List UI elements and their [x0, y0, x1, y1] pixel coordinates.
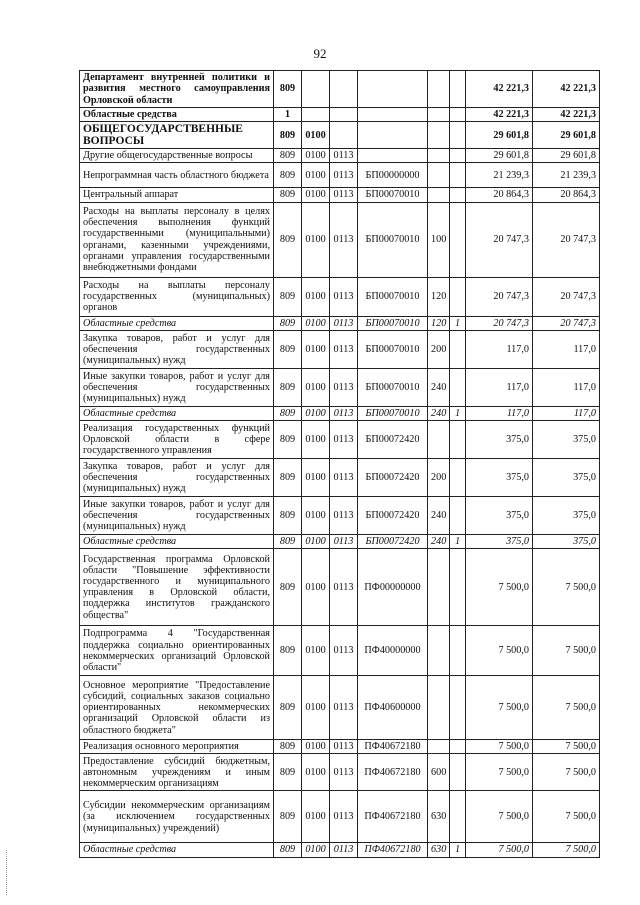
amount-2-cell: 20 747,3: [533, 316, 600, 330]
source-code-cell: [450, 108, 466, 122]
gr-code-cell: 809: [274, 626, 302, 676]
rz-code-cell: 0100: [302, 497, 330, 535]
vr-code-cell: 200: [428, 459, 450, 497]
source-code-cell: 1: [450, 316, 466, 330]
budget-table: [79, 70, 600, 858]
vr-code-cell: 240: [428, 497, 450, 535]
table-row: [80, 754, 600, 791]
amount-2-cell: 20 864,3: [533, 188, 600, 202]
row-name-cell: Непрограммная часть областного бюджета: [80, 163, 274, 188]
source-code-cell: [450, 740, 466, 754]
csr-code-cell: БП00070010: [358, 368, 428, 406]
rz-code-cell: 0100: [302, 843, 330, 857]
amount-1-cell: 7 500,0: [466, 549, 533, 626]
amount-1-cell: 21 239,3: [466, 163, 533, 188]
gr-code-cell: 809: [274, 459, 302, 497]
csr-code-cell: ПФ40672180: [358, 843, 428, 857]
pr-code-cell: 0113: [330, 740, 358, 754]
row-name-cell: Иные закупки товаров, работ и услуг для обеспечения государственных (муниципальных) нужд: [80, 368, 274, 406]
table-row: [80, 626, 600, 676]
rz-code-cell: 0100: [302, 316, 330, 330]
table-row: [80, 406, 600, 420]
amount-2-cell: 375,0: [533, 535, 600, 549]
csr-code-cell: БП00070010: [358, 188, 428, 202]
gr-code-cell: 809: [274, 421, 302, 459]
vr-code-cell: [428, 549, 450, 626]
gr-code-cell: 809: [274, 549, 302, 626]
pr-code-cell: 0113: [330, 676, 358, 740]
pr-code-cell: 0113: [330, 368, 358, 406]
pr-code-cell: 0113: [330, 459, 358, 497]
rz-code-cell: 0100: [302, 202, 330, 277]
row-name-cell: Иные закупки товаров, работ и услуг для обеспечения государственных (муниципальных) нужд: [80, 497, 274, 535]
vr-code-cell: [428, 676, 450, 740]
source-code-cell: [450, 676, 466, 740]
vr-code-cell: 120: [428, 277, 450, 316]
csr-code-cell: БП00070010: [358, 330, 428, 368]
table-row: [80, 791, 600, 843]
source-code-cell: 1: [450, 406, 466, 420]
gr-code-cell: 809: [274, 535, 302, 549]
amount-1-cell: 7 500,0: [466, 740, 533, 754]
amount-2-cell: 117,0: [533, 406, 600, 420]
rz-code-cell: 0100: [302, 459, 330, 497]
source-code-cell: [450, 188, 466, 202]
table-body: [80, 71, 600, 858]
gr-code-cell: 809: [274, 368, 302, 406]
amount-1-cell: 20 747,3: [466, 277, 533, 316]
vr-code-cell: 100: [428, 202, 450, 277]
pr-code-cell: 0113: [330, 316, 358, 330]
row-name-cell: Закупка товаров, работ и услуг для обеспечения государственных (муниципальных) нужд: [80, 459, 274, 497]
vr-code-cell: [428, 149, 450, 163]
table-row: [80, 497, 600, 535]
table-row: [80, 330, 600, 368]
pr-code-cell: 0113: [330, 754, 358, 791]
gr-code-cell: 809: [274, 843, 302, 857]
csr-code-cell: [358, 71, 428, 108]
amount-2-cell: 7 500,0: [533, 843, 600, 857]
vr-code-cell: 240: [428, 368, 450, 406]
amount-2-cell: 42 221,3: [533, 108, 600, 122]
csr-code-cell: ПФ00000000: [358, 549, 428, 626]
csr-code-cell: ПФ40672180: [358, 791, 428, 843]
rz-code-cell: 0100: [302, 535, 330, 549]
source-code-cell: [450, 330, 466, 368]
rz-code-cell: 0100: [302, 791, 330, 843]
amount-1-cell: 20 864,3: [466, 188, 533, 202]
vr-code-cell: 200: [428, 330, 450, 368]
gr-code-cell: 809: [274, 71, 302, 108]
amount-2-cell: 7 500,0: [533, 740, 600, 754]
pr-code-cell: 0113: [330, 406, 358, 420]
vr-code-cell: [428, 163, 450, 188]
amount-1-cell: 375,0: [466, 535, 533, 549]
source-code-cell: 1: [450, 535, 466, 549]
gr-code-cell: 809: [274, 122, 302, 149]
pr-code-cell: 0113: [330, 497, 358, 535]
row-name-cell: Расходы на выплаты персоналу государственных (муниципальных) органов: [80, 277, 274, 316]
table-row: [80, 108, 600, 122]
source-code-cell: 1: [450, 843, 466, 857]
gr-code-cell: 809: [274, 149, 302, 163]
row-name-cell: ОБЩЕГОСУДАРСТВЕННЫЕ ВОПРОСЫ: [80, 122, 274, 149]
amount-2-cell: 7 500,0: [533, 549, 600, 626]
scan-margin-marks: [6, 850, 9, 895]
amount-2-cell: 7 500,0: [533, 626, 600, 676]
source-code-cell: [450, 149, 466, 163]
table-row: [80, 163, 600, 188]
source-code-cell: [450, 754, 466, 791]
csr-code-cell: БП00070010: [358, 202, 428, 277]
gr-code-cell: 809: [274, 676, 302, 740]
vr-code-cell: 240: [428, 535, 450, 549]
amount-2-cell: 7 500,0: [533, 791, 600, 843]
rz-code-cell: 0100: [302, 277, 330, 316]
source-code-cell: [450, 122, 466, 149]
table-row: [80, 459, 600, 497]
vr-code-cell: [428, 188, 450, 202]
rz-code-cell: 0100: [302, 122, 330, 149]
vr-code-cell: [428, 71, 450, 108]
vr-code-cell: 630: [428, 791, 450, 843]
pr-code-cell: 0113: [330, 843, 358, 857]
source-code-cell: [450, 202, 466, 277]
csr-code-cell: ПФ40600000: [358, 676, 428, 740]
rz-code-cell: [302, 71, 330, 108]
table-row: [80, 277, 600, 316]
gr-code-cell: 809: [274, 406, 302, 420]
source-code-cell: [450, 421, 466, 459]
row-name-cell: Областные средства: [80, 535, 274, 549]
table-row: [80, 71, 600, 108]
source-code-cell: [450, 163, 466, 188]
source-code-cell: [450, 497, 466, 535]
pr-code-cell: 0113: [330, 202, 358, 277]
csr-code-cell: БП00072420: [358, 421, 428, 459]
table-row: [80, 202, 600, 277]
amount-2-cell: 375,0: [533, 421, 600, 459]
row-name-cell: Государственная программа Орловской области "Повышение эффективности государственного и муниципального управления в Орловской области, поддержка институтов гражданского общества": [80, 549, 274, 626]
amount-1-cell: 117,0: [466, 406, 533, 420]
vr-code-cell: [428, 626, 450, 676]
amount-2-cell: 375,0: [533, 497, 600, 535]
amount-2-cell: 117,0: [533, 330, 600, 368]
vr-code-cell: 600: [428, 754, 450, 791]
rz-code-cell: 0100: [302, 740, 330, 754]
row-name-cell: Областные средства: [80, 108, 274, 122]
amount-1-cell: 7 500,0: [466, 676, 533, 740]
amount-1-cell: 375,0: [466, 459, 533, 497]
amount-1-cell: 375,0: [466, 421, 533, 459]
amount-1-cell: 375,0: [466, 497, 533, 535]
gr-code-cell: 809: [274, 791, 302, 843]
csr-code-cell: БП00072420: [358, 535, 428, 549]
amount-2-cell: 7 500,0: [533, 676, 600, 740]
csr-code-cell: БП00070010: [358, 316, 428, 330]
csr-code-cell: БП00070010: [358, 406, 428, 420]
row-name-cell: Подпрограмма 4 "Государственная поддержка социально ориентированных некоммерческих организаций Орловской области": [80, 626, 274, 676]
row-name-cell: Основное мероприятие "Предоставление субсидий, социальных заказов социально ориентированных некоммерческих организаций Орловской области из областного бюджета": [80, 676, 274, 740]
rz-code-cell: 0100: [302, 188, 330, 202]
row-name-cell: Расходы на выплаты персоналу в целях обеспечения выполнения функций государственными (муниципальными) органами, казенными учреждениями, органами управления государственными внебюджетными фондами: [80, 202, 274, 277]
vr-code-cell: [428, 421, 450, 459]
source-code-cell: [450, 368, 466, 406]
pr-code-cell: [330, 71, 358, 108]
row-name-cell: Областные средства: [80, 316, 274, 330]
row-name-cell: Центральный аппарат: [80, 188, 274, 202]
csr-code-cell: [358, 122, 428, 149]
amount-1-cell: 117,0: [466, 368, 533, 406]
gr-code-cell: 809: [274, 740, 302, 754]
pr-code-cell: 0113: [330, 188, 358, 202]
csr-code-cell: БП00072420: [358, 497, 428, 535]
source-code-cell: [450, 277, 466, 316]
row-name-cell: Субсидии некоммерческим организациям (за исключением государственных (муниципальных) учреждений): [80, 791, 274, 843]
vr-code-cell: 630: [428, 843, 450, 857]
table-row: [80, 740, 600, 754]
rz-code-cell: 0100: [302, 676, 330, 740]
csr-code-cell: ПФ40000000: [358, 626, 428, 676]
amount-1-cell: 20 747,3: [466, 316, 533, 330]
rz-code-cell: 0100: [302, 163, 330, 188]
gr-code-cell: 809: [274, 316, 302, 330]
pr-code-cell: 0113: [330, 626, 358, 676]
gr-code-cell: 809: [274, 754, 302, 791]
amount-2-cell: 42 221,3: [533, 71, 600, 108]
csr-code-cell: БП00070010: [358, 277, 428, 316]
row-name-cell: Департамент внутренней политики и развития местного самоуправления Орловской области: [80, 71, 274, 108]
amount-2-cell: 21 239,3: [533, 163, 600, 188]
amount-1-cell: 117,0: [466, 330, 533, 368]
vr-code-cell: 120: [428, 316, 450, 330]
amount-1-cell: 42 221,3: [466, 71, 533, 108]
row-name-cell: Закупка товаров, работ и услуг для обеспечения государственных (муниципальных) нужд: [80, 330, 274, 368]
csr-code-cell: ПФ40672180: [358, 740, 428, 754]
gr-code-cell: 809: [274, 497, 302, 535]
vr-code-cell: [428, 108, 450, 122]
row-name-cell: Другие общегосударственные вопросы: [80, 149, 274, 163]
csr-code-cell: [358, 108, 428, 122]
rz-code-cell: 0100: [302, 149, 330, 163]
gr-code-cell: 809: [274, 188, 302, 202]
amount-2-cell: 20 747,3: [533, 202, 600, 277]
pr-code-cell: 0113: [330, 330, 358, 368]
gr-code-cell: 1: [274, 108, 302, 122]
csr-code-cell: ПФ40672180: [358, 754, 428, 791]
amount-2-cell: 29 601,8: [533, 122, 600, 149]
source-code-cell: [450, 549, 466, 626]
rz-code-cell: 0100: [302, 330, 330, 368]
row-name-cell: Реализация основного мероприятия: [80, 740, 274, 754]
row-name-cell: Предоставление субсидий бюджетным, автономным учреждениям и иным некоммерческим организациям: [80, 754, 274, 791]
amount-2-cell: 7 500,0: [533, 754, 600, 791]
rz-code-cell: 0100: [302, 406, 330, 420]
amount-1-cell: 42 221,3: [466, 108, 533, 122]
amount-1-cell: 7 500,0: [466, 754, 533, 791]
rz-code-cell: [302, 108, 330, 122]
amount-1-cell: 29 601,8: [466, 122, 533, 149]
gr-code-cell: 809: [274, 163, 302, 188]
table-row: [80, 149, 600, 163]
pr-code-cell: 0113: [330, 163, 358, 188]
rz-code-cell: 0100: [302, 549, 330, 626]
pr-code-cell: 0113: [330, 277, 358, 316]
amount-1-cell: 20 747,3: [466, 202, 533, 277]
pr-code-cell: 0113: [330, 421, 358, 459]
page-number: 92: [313, 46, 327, 61]
amount-2-cell: 117,0: [533, 368, 600, 406]
table-row: [80, 316, 600, 330]
pr-code-cell: 0113: [330, 791, 358, 843]
amount-1-cell: 7 500,0: [466, 626, 533, 676]
amount-1-cell: 7 500,0: [466, 791, 533, 843]
rz-code-cell: 0100: [302, 421, 330, 459]
gr-code-cell: 809: [274, 330, 302, 368]
rz-code-cell: 0100: [302, 626, 330, 676]
table-row: [80, 676, 600, 740]
pr-code-cell: 0113: [330, 149, 358, 163]
row-name-cell: Областные средства: [80, 406, 274, 420]
pr-code-cell: [330, 108, 358, 122]
table-row: [80, 843, 600, 857]
source-code-cell: [450, 791, 466, 843]
csr-code-cell: БП00000000: [358, 163, 428, 188]
rz-code-cell: 0100: [302, 368, 330, 406]
table-row: [80, 421, 600, 459]
pr-code-cell: 0113: [330, 535, 358, 549]
table-row: [80, 188, 600, 202]
vr-code-cell: [428, 740, 450, 754]
rz-code-cell: 0100: [302, 754, 330, 791]
amount-1-cell: 7 500,0: [466, 843, 533, 857]
csr-code-cell: [358, 149, 428, 163]
table-row: [80, 549, 600, 626]
row-name-cell: Реализация государственных функций Орловской области в сфере государственного управления: [80, 421, 274, 459]
amount-2-cell: 29 601,8: [533, 149, 600, 163]
source-code-cell: [450, 626, 466, 676]
row-name-cell: Областные средства: [80, 843, 274, 857]
amount-2-cell: 20 747,3: [533, 277, 600, 316]
amount-2-cell: 375,0: [533, 459, 600, 497]
vr-code-cell: [428, 122, 450, 149]
table-row: [80, 535, 600, 549]
source-code-cell: [450, 459, 466, 497]
gr-code-cell: 809: [274, 277, 302, 316]
csr-code-cell: БП00072420: [358, 459, 428, 497]
source-code-cell: [450, 71, 466, 108]
pr-code-cell: 0113: [330, 549, 358, 626]
table-row: [80, 368, 600, 406]
pr-code-cell: [330, 122, 358, 149]
vr-code-cell: 240: [428, 406, 450, 420]
gr-code-cell: 809: [274, 202, 302, 277]
amount-1-cell: 29 601,8: [466, 149, 533, 163]
table-row: [80, 122, 600, 149]
